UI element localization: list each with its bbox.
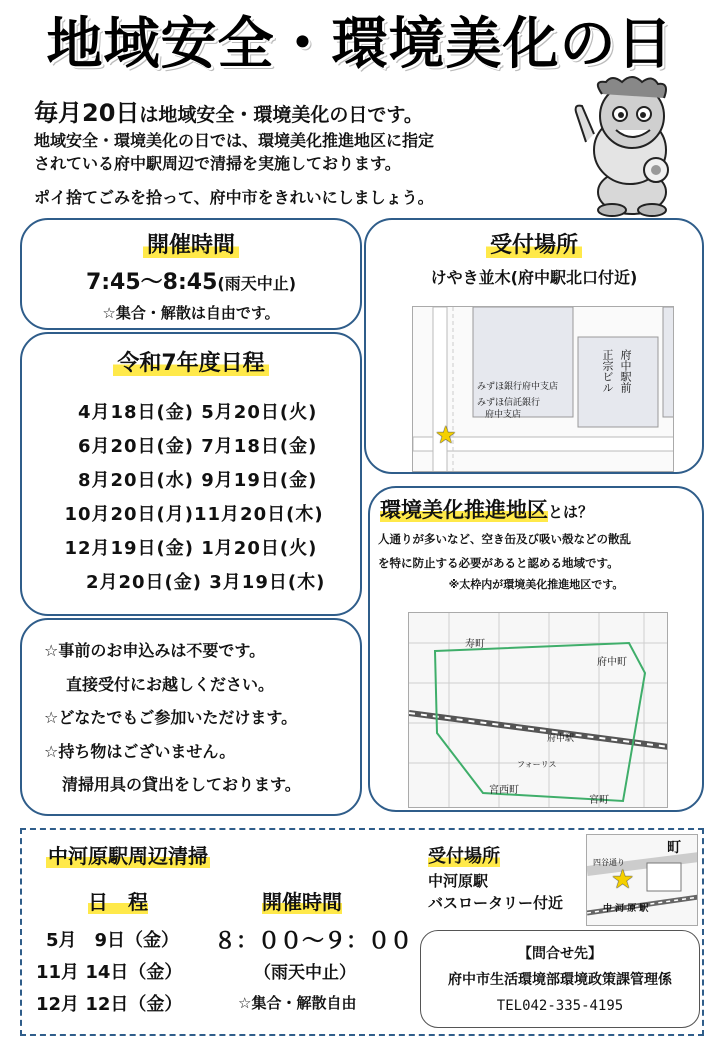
nakagawara-date-3: 12月 12日（金） — [36, 994, 183, 1015]
schedule-heading: 令和7年度日程 — [113, 351, 268, 376]
time-note: ☆集合・解散は自由です。 — [102, 304, 280, 322]
district-map-label-bottom-left: 宮西町 — [489, 785, 519, 796]
nakagawara-heading: 中河原駅周辺清掃 — [48, 844, 208, 868]
map-label-building-a: 府中駅前 — [619, 349, 632, 393]
note-item: 直接受付にお越しください。 — [66, 674, 275, 694]
time-box — [20, 218, 362, 330]
nakagawara-map — [586, 834, 698, 926]
schedule-row: 6月20日(金) 7月18日(金) — [77, 436, 318, 457]
nakagawara-map-station: 中 河 原 駅 — [603, 904, 649, 914]
nakagawara-col-date: 日 程 — [88, 890, 148, 914]
district-map — [408, 612, 668, 808]
mascot-illustration — [572, 72, 690, 217]
district-map-drawing — [409, 613, 668, 808]
map-label-building-b: 正宗ビル — [601, 349, 614, 393]
contact-dept: 府中市生活環境部環境政策課管理係 — [448, 972, 672, 988]
nakagawara-map-town: 町 — [667, 840, 681, 856]
intro-date: 毎月20日 — [34, 99, 140, 127]
nakagawara-reception-heading: 受付場所 — [428, 846, 500, 867]
nakagawara-time: ８：００～９：００ — [214, 929, 413, 954]
nakagawara-note: ☆集合・解散自由 — [238, 994, 357, 1012]
nakagawara-heading-wrap — [46, 840, 210, 869]
district-heading: 環境美化推進地区 — [380, 498, 548, 522]
notes-box — [20, 618, 362, 816]
schedule-list — [48, 396, 348, 600]
schedule-row: 12月19日(金) 1月20日(火) — [64, 538, 318, 559]
reception-star-icon: ★ — [435, 421, 457, 449]
map-label-bank1: みずほ銀行府中支店 — [477, 382, 559, 392]
note-item: ☆どなたでもご参加いただけます。 — [44, 708, 298, 727]
time-rain: (雨天中止) — [217, 274, 297, 293]
district-map-label-bottom-right: 宮町 — [589, 795, 609, 806]
nakagawara-col-time-wrap — [262, 886, 342, 915]
schedule-row: 8月20日(水) 9月19日(金) — [77, 470, 318, 491]
nakagawara-rain: （雨天中止） — [254, 963, 356, 983]
district-map-label-station: 府中駅 — [547, 734, 575, 744]
map-label-bank2: みずほ信託銀行 — [477, 398, 541, 408]
map-label-bank2b: 府中支店 — [485, 410, 522, 420]
nakagawara-reception-place-2: バスロータリー付近 — [428, 894, 564, 912]
reception-heading: 受付場所 — [486, 233, 582, 258]
reception-map — [412, 306, 674, 472]
intro-line-3: されている府中駅周辺で清掃を実施しております。 — [34, 154, 401, 173]
district-map-label-top: 寿町 — [465, 639, 485, 650]
note-item: ☆持ち物はございません。 — [44, 741, 236, 761]
contact-tel: TEL042-335-4195 — [496, 998, 624, 1014]
district-desc-2: を特に防止する必要があると認める地域です。 — [378, 556, 619, 570]
nakagawara-reception-heading-wrap — [428, 842, 500, 868]
nakagawara-date-1: 5月 9日（金） — [46, 930, 180, 951]
intro-line-1 — [34, 93, 423, 128]
district-note: ※太枠内が環境美化推進地区です。 — [448, 578, 624, 591]
schedule-row: 2月20日(金) 3月19日(木) — [85, 572, 326, 593]
time-heading: 開催時間 — [143, 233, 239, 258]
nakagawara-col-date-wrap — [88, 886, 148, 915]
reception-place: けやき並木(府中駅北口付近) — [430, 268, 638, 287]
time-value: 7:45～8:45 — [85, 270, 218, 295]
page-title-text: 地域安全・環境美化の日 — [46, 12, 674, 77]
note-item: 清掃用具の貸出をしております。 — [62, 775, 301, 794]
nakagawara-col-time: 開催時間 — [262, 890, 342, 914]
schedule-row: 4月18日(金) 5月20日(火) — [77, 402, 318, 423]
district-heading-suffix: とは？ — [548, 503, 594, 521]
nakagawara-map-road: 四谷通り — [593, 858, 625, 867]
intro-line-2: 地域安全・環境美化の日では、環境美化推進地区に指定 — [34, 131, 435, 150]
contact-heading: 【問合せ先】 — [518, 946, 602, 962]
intro-line-1-rest: は地域安全・環境美化の日です。 — [139, 104, 423, 126]
district-map-label-place1: フォーリス — [517, 760, 557, 769]
nakagawara-date-2: 11月 14日（金） — [36, 962, 183, 983]
nakagawara-star-icon: ★ — [611, 865, 635, 895]
district-desc-1: 人通りが多いなど、空き缶及び吸い殻などの散乱 — [378, 532, 631, 546]
note-item: ☆事前のお申込みは不要です。 — [44, 641, 266, 660]
nakagawara-reception-place-1: 中河原駅 — [428, 872, 489, 890]
intro-line-4: ポイ捨てごみを拾って、府中市をきれいにしましょう。 — [34, 188, 434, 207]
contact-box — [420, 930, 700, 1028]
schedule-row: 10月20日(月)11月20日(木) — [64, 504, 324, 525]
district-map-label-right: 府中町 — [597, 657, 627, 668]
